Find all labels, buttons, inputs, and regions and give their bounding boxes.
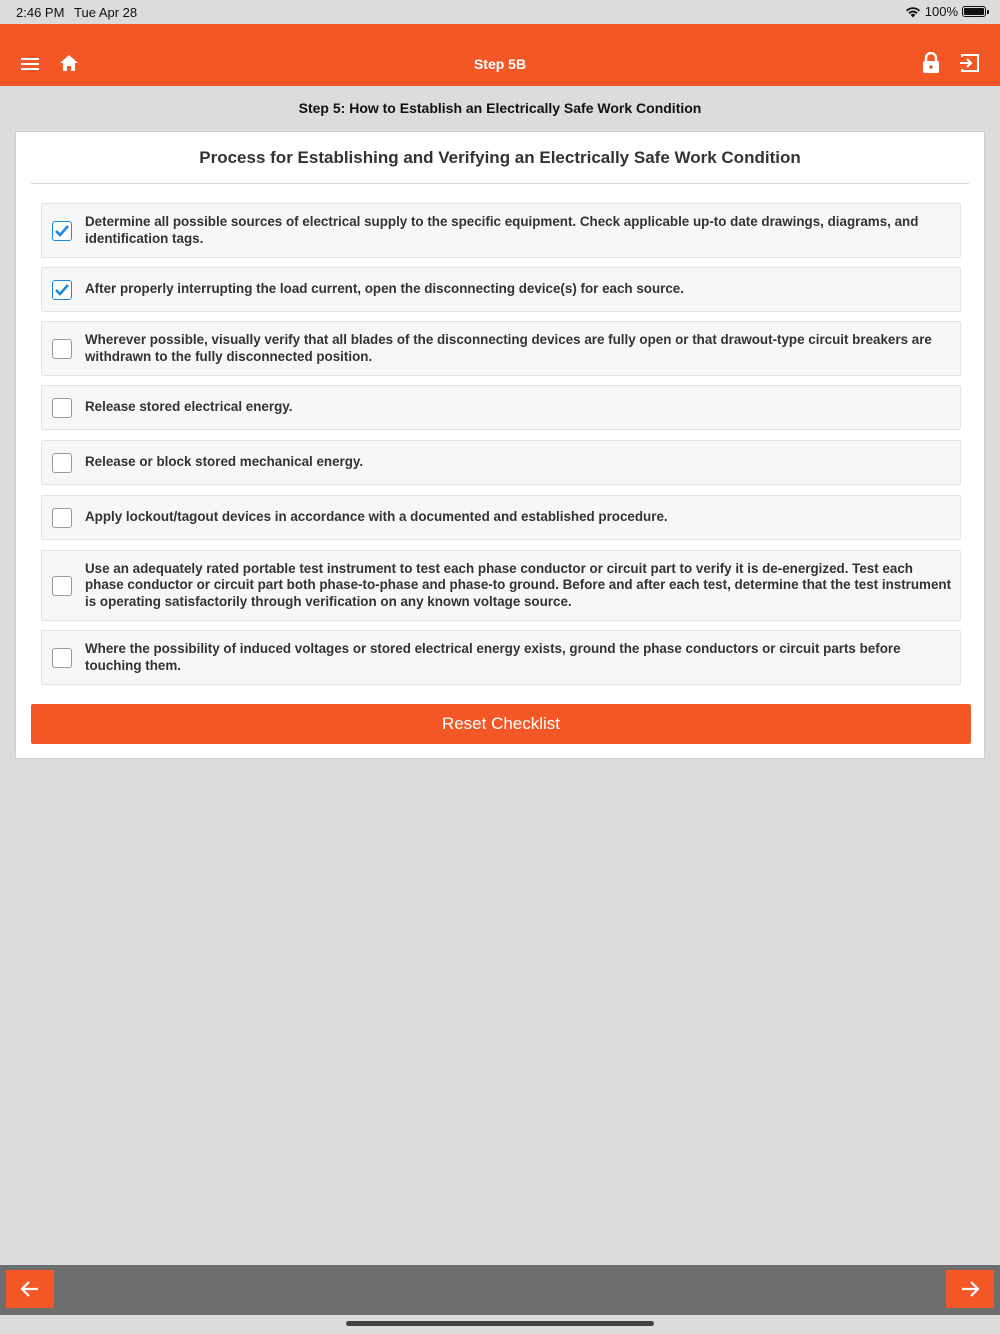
checklist-item[interactable] [41, 550, 961, 621]
checkbox-unchecked-icon[interactable] [52, 648, 72, 668]
checklist-item[interactable] [41, 630, 961, 685]
status-date: Tue Apr 28 [74, 5, 138, 20]
checkbox-checked-icon[interactable] [52, 280, 72, 300]
status-bar [0, 0, 1000, 24]
arrow-right-icon[interactable] [946, 1270, 994, 1308]
lock-icon[interactable] [916, 48, 946, 78]
checklist-item-text: Use an adequately rated portable test instrument to test each phase conductor or circuit part to verify it is de-energized. Test each phase conductor or circuit part both phase-to-phase and phase-to ground. Before and after each test, determine that the test instrument is operating satisfactorily through verification on any known voltage source. [85, 560, 952, 609]
arrow-left-icon[interactable] [6, 1270, 54, 1308]
battery-percent: 100% [924, 4, 958, 19]
bottom-nav-bar [0, 1265, 1000, 1315]
page-subtitle: Step 5: How to Establish an Electrically Safe Work Condition [298, 100, 702, 116]
checkbox-unchecked-icon[interactable] [52, 508, 72, 528]
logout-icon[interactable] [955, 48, 985, 78]
page-title: Step 5B [473, 56, 527, 72]
checkbox-unchecked-icon[interactable] [52, 576, 72, 596]
status-time: 2:46 PM [16, 5, 65, 20]
battery-icon [962, 6, 986, 17]
checkbox-unchecked-icon[interactable] [52, 339, 72, 359]
checklist-item-text: Release stored electrical energy. [85, 399, 293, 415]
checklist-item[interactable] [41, 203, 961, 258]
checkbox-unchecked-icon[interactable] [52, 453, 72, 473]
checklist-item-text: After properly interrupting the load current, open the disconnecting device(s) for each source. [85, 281, 684, 297]
checklist-card [15, 131, 985, 759]
checklist-item-text: Wherever possible, visually verify that all blades of the disconnecting devices are fully open or that drawout-type circuit breakers are withdrawn to the fully disconnected position. [85, 332, 932, 364]
card-title: Process for Establishing and Verifying an Electrically Safe Work Condition [31, 148, 969, 184]
checklist-item-text: Determine all possible sources of electrical supply to the specific equipment. Check applicable up-to date drawings, diagrams, and identification tags. [85, 214, 919, 246]
wifi-icon [905, 6, 921, 18]
navbar [0, 24, 1000, 86]
checkbox-checked-icon[interactable] [52, 221, 72, 241]
checkbox-unchecked-icon[interactable] [52, 398, 72, 418]
checklist-item[interactable] [41, 440, 961, 485]
checklist-item-text: Apply lockout/tagout devices in accordance with a documented and established procedure. [85, 509, 668, 525]
checklist-item[interactable] [41, 321, 961, 376]
home-indicator[interactable] [346, 1321, 654, 1326]
checklist-item[interactable] [41, 267, 961, 312]
checklist-item-text: Where the possibility of induced voltages or stored electrical energy exists, ground the phase conductors or circuit parts before touching them. [85, 641, 901, 673]
checklist-item-text: Release or block stored mechanical energy. [85, 454, 364, 470]
reset-checklist-button[interactable]: Reset Checklist [31, 704, 971, 744]
checklist-item[interactable] [41, 385, 961, 430]
status-indicators [905, 4, 986, 19]
checklist-item[interactable] [41, 495, 961, 540]
